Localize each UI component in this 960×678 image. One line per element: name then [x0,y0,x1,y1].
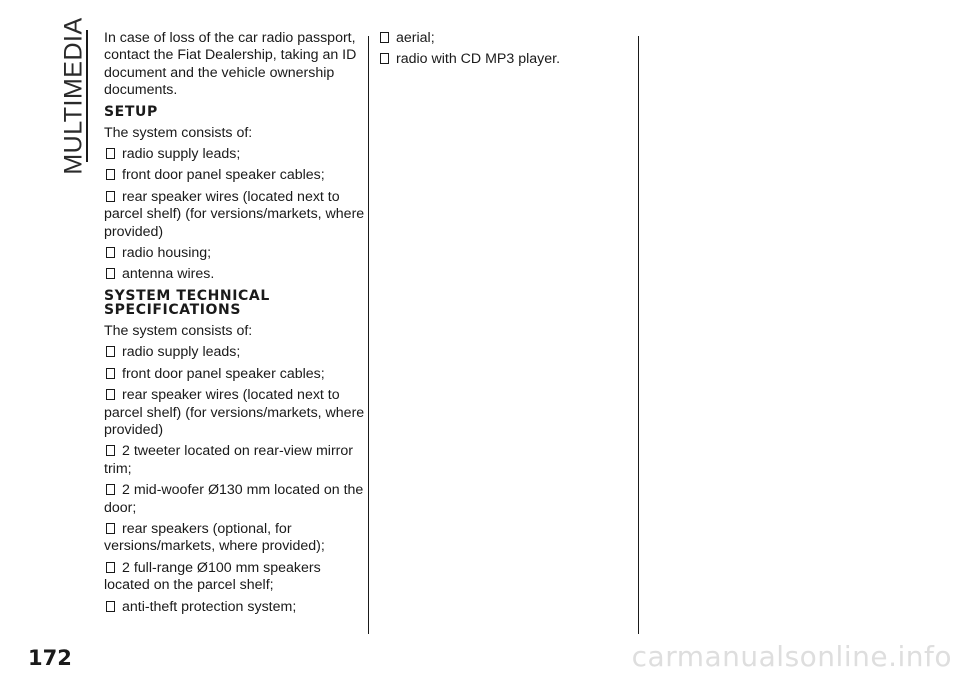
checkbox-bullet-icon [106,169,115,180]
specs-intro: The system consists of: [104,322,253,339]
checkbox-bullet-icon [380,53,389,64]
list-item: 2 tweeter located on rear-view mirror trim; [104,443,354,477]
list-item: antenna wires. [104,266,366,283]
checkbox-bullet-icon [106,523,115,534]
list-item: rear speaker wires (located next to parcel shelf) (for versions/markets, where provided) [104,387,365,438]
list-item: 2 full-range Ø100 mm speakers located on the parcel shelf; [104,559,321,594]
setup-intro: The system consists of: [104,124,253,141]
checkbox-bullet-icon [106,268,115,279]
left-column [104,30,366,620]
checkbox-bullet-icon [106,445,115,456]
list-item: 2 mid-woofer Ø130 mm located on the door; [104,482,364,516]
list-item: radio housing; [104,245,366,262]
list-item: aerial; [378,30,640,47]
checkbox-bullet-icon [106,346,115,357]
checkbox-bullet-icon [106,484,115,495]
column-divider [638,36,639,634]
checkbox-bullet-icon [380,32,389,43]
list-item: radio with CD MP3 player. [378,51,640,68]
checkbox-bullet-icon [106,247,115,258]
list-item: radio supply leads; [104,146,366,163]
checkbox-bullet-icon [106,148,115,159]
checkbox-bullet-icon [106,368,115,379]
intro-paragraph: In case of loss of the car radio passport, contact the Fiat Dealership, taking an ID document and the vehicle ownership documents. [104,30,357,99]
list-item: anti-theft protection system; [104,599,366,616]
setup-heading: SETUP [104,103,158,120]
checkbox-bullet-icon [106,601,115,612]
page-number: 172 [28,646,72,670]
checkbox-bullet-icon [106,191,115,202]
list-item: front door panel speaker cables; [104,366,366,383]
list-item: front door panel speaker cables; [104,167,366,184]
column-divider [368,36,369,634]
watermark: carmanualsonline.info [631,640,952,673]
section-side-label: MULTIMEDIA [59,17,88,175]
list-item: rear speaker wires (located next to parcel shelf) (for versions/markets, where provided) [104,188,365,240]
list-item: rear speakers (optional, for versions/markets, where provided); [104,520,325,555]
specs-heading: SYSTEM TECHNICAL SPECIFICATIONS [104,287,270,318]
list-item: radio supply leads; [104,344,366,361]
middle-column [378,30,640,73]
checkbox-bullet-icon [106,389,115,400]
checkbox-bullet-icon [106,562,115,573]
